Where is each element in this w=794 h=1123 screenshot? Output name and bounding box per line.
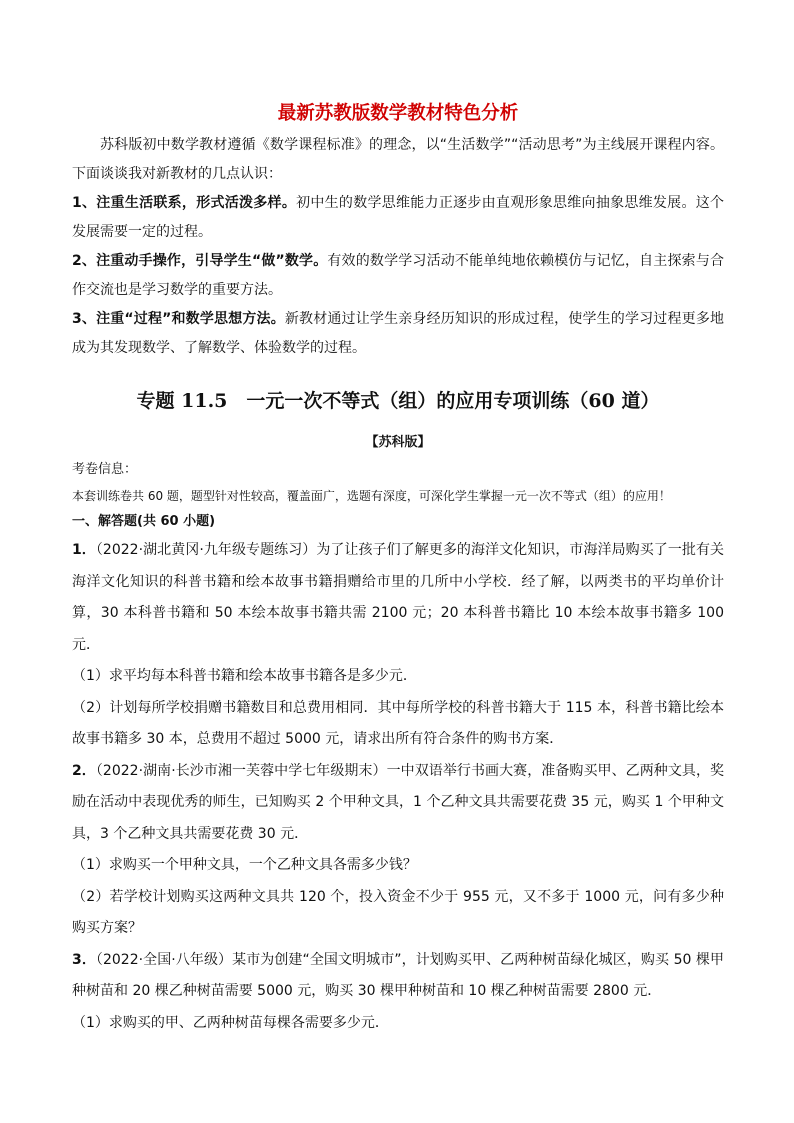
preface-point-1 [72,189,724,247]
section-heading: 一、解答题(共 60 小题) [72,514,216,529]
point-lead: 1、注重生活联系，形式活泼多样。 [72,195,297,211]
page-content [72,102,724,1039]
question-part: （1）求平均每本科普书籍和绘本故事书籍各是多少元． [72,668,417,684]
question-source: （2022·全国·八年级） [95,951,233,968]
question-part: （2）计划每所学校捐赠书籍数目和总费用相同．其中每所学校的科普书籍大于 115 本，科普书籍比绘本故事书籍多 30 本，总费用不超过 5000 元，请求出所有符合条件的购书方案． [72,699,724,747]
question-text: 为了让孩子们了解更多的海洋文化知识，市海洋局购买了一批有关海洋文化知识的科普书籍和绘本故事书籍捐赠给市里的几所中小学校．经了解，以两类书的平均单价计算，30 本科普书籍和 50 本绘本故事书籍共需 2100 元；20 本科普书籍比 10 本绘本故事书籍多 100 元． [72,542,725,653]
point-lead: 3、注重“过程”和数学思想方法。 [72,311,285,327]
preface-intro: 苏科版初中数学教材遵循《数学课程标准》的理念，以“生活数学”“活动思考”为主线展开课程内容。下面谈谈我对新教材的几点认识： [72,137,724,182]
exam-info-label: 考卷信息： [72,462,138,477]
point-text: 初中生的数学思维能力正逐步由直观形象思维向抽象思维发展。这个发展需要一定的过程。 [72,195,725,240]
question-part: （2）若学校计划购买这两种文具共 120 个，投入资金不少于 955 元，又不多于 1000 元，问有多少种购买方案？ [72,888,724,936]
question-part: （1）求购买的甲、乙两种树苗每棵各需要多少元． [72,1014,389,1031]
question-text: 一中双语举行书画大赛，准备购买甲、乙两种文具，奖励在活动中表现优秀的师生，已知购买 2 个甲种文具，1 个乙种文具共需要花费 35 元，购买 1 个甲种文具，3 个乙种文具共需要花费 30 元． [72,762,725,842]
question-part: （1）求购买一个甲种文具，一个乙种文具各需多少钱？ [72,857,417,873]
question-1 [72,535,724,756]
point-text: 有效的数学学习活动不能单纯地依赖模仿与记忆，自主探索与合作交流也是学习数学的重要方法。 [72,253,724,298]
question-source: （2022·湖南·长沙市湘一芙蓉中学七年级期末） [95,762,387,779]
preface-point-3 [72,305,724,363]
point-lead: 2、注重动手操作，引导学生“做”数学。 [72,253,328,269]
question-source: （2022·湖北黄冈·九年级专题练习） [95,542,317,558]
question-2 [72,756,724,945]
preface-title: 最新苏教版数学教材特色分析 [277,103,519,124]
question-number: 2． [72,762,96,779]
question-number: 3． [72,951,96,968]
topic-title: 专题 11.5 一元一次不等式（组）的应用专项训练（60 道） [136,390,660,412]
question-3 [72,945,724,1040]
preface-point-2 [72,247,724,305]
question-number: 1． [72,542,96,558]
question-stem [72,945,724,1008]
edition-label: 【苏科版】 [365,435,431,450]
question-text: 某市为创建“全国文明城市”，计划购买甲、乙两种树苗绿化城区，购买 50 棵甲种树苗和 20 棵乙种树苗需要 5000 元，购买 30 棵甲种树苗和 10 棵乙种树苗需要 2800 元． [72,951,725,999]
question-stem [72,535,724,661]
exam-info-text: 本套训练卷共 60 题，题型针对性较高，覆盖面广，选题有深度，可深化学生掌握一元一次不等式（组）的应用！ [72,489,671,503]
point-text: 新教材通过让学生亲身经历知识的形成过程，使学生的学习过程更多地成为其发现数学、了解数学、体验数学的过程。 [72,311,724,356]
question-stem [72,756,724,851]
